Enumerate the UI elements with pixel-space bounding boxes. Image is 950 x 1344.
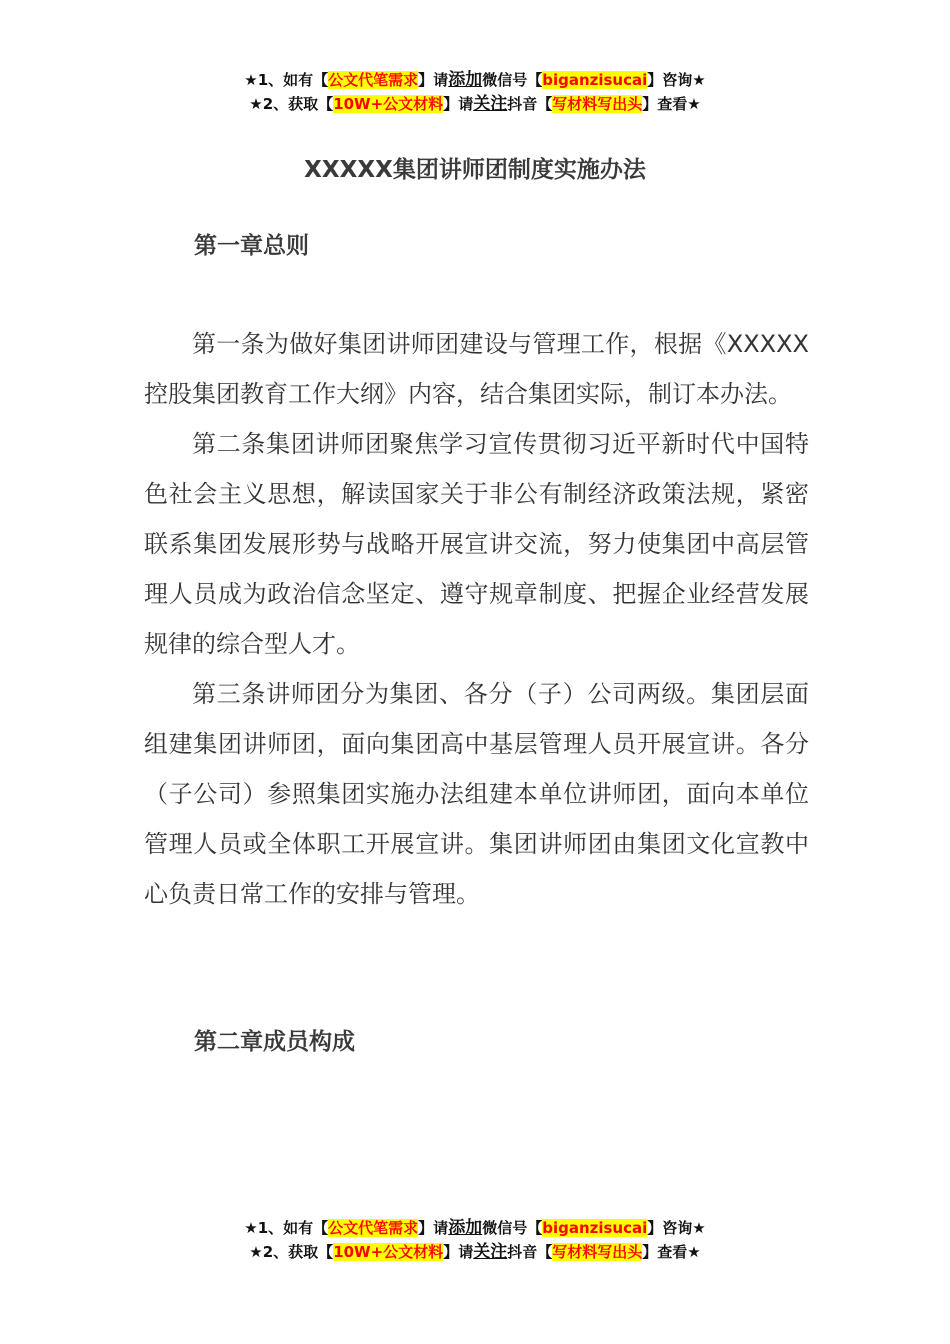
promo-line-2: ★2、获取【10W+公文材料】请关注抖音【写材料写出头】查看★ bbox=[249, 1242, 701, 1262]
document-title: XXXXX集团讲师团制度实施办法 bbox=[304, 157, 646, 183]
promo-highlight: 公文代笔需求 bbox=[328, 1219, 419, 1237]
article-paragraph: 第三条讲师团分为集团、各分（子）公司两级。集团层面组建集团讲师团，面向集团高中基层管理人员开展宣讲。各分（子公司）参照集团实施办法组建本单位讲师团，面向本单位管理人员或全体职工开展宣讲。集团讲师团由集团文化宣教中心负责日常工作的安排与管理。 bbox=[144, 680, 809, 908]
promo-header bbox=[0, 68, 950, 116]
promo-line-1: ★1、如有【公文代笔需求】请添加微信号【biganzisucai】咨询★ bbox=[244, 70, 706, 90]
promo-footer bbox=[0, 1216, 950, 1264]
document-body bbox=[144, 319, 809, 919]
promo-highlight: 公文代笔需求 bbox=[328, 71, 419, 89]
promo-highlight: 10W+公文材料 bbox=[333, 95, 444, 113]
chapter-heading-2: 第二章成员构成 bbox=[194, 1029, 355, 1055]
promo-highlight: biganzisucai bbox=[542, 1219, 648, 1237]
article-paragraph: 第一条为做好集团讲师团建设与管理工作，根据《XXXXX控股集团教育工作大纲》内容，结合集团实际，制订本办法。 bbox=[144, 330, 809, 408]
promo-line-2: ★2、获取【10W+公文材料】请关注抖音【写材料写出头】查看★ bbox=[249, 94, 701, 114]
article-paragraph: 第二条集团讲师团聚焦学习宣传贯彻习近平新时代中国特色社会主义思想，解读国家关于非公有制经济政策法规，紧密联系集团发展形势与战略开展宣讲交流，努力使集团中高层管理人员成为政治信念坚定、遵守规章制度、把握企业经营发展规律的综合型人才。 bbox=[144, 430, 809, 658]
promo-highlight: 10W+公文材料 bbox=[333, 1243, 444, 1261]
promo-highlight: 写材料写出头 bbox=[552, 1243, 643, 1261]
promo-line-1: ★1、如有【公文代笔需求】请添加微信号【biganzisucai】咨询★ bbox=[244, 1218, 706, 1238]
chapter-heading-1: 第一章总则 bbox=[194, 233, 309, 259]
promo-highlight: biganzisucai bbox=[542, 71, 648, 89]
promo-highlight: 写材料写出头 bbox=[552, 95, 643, 113]
